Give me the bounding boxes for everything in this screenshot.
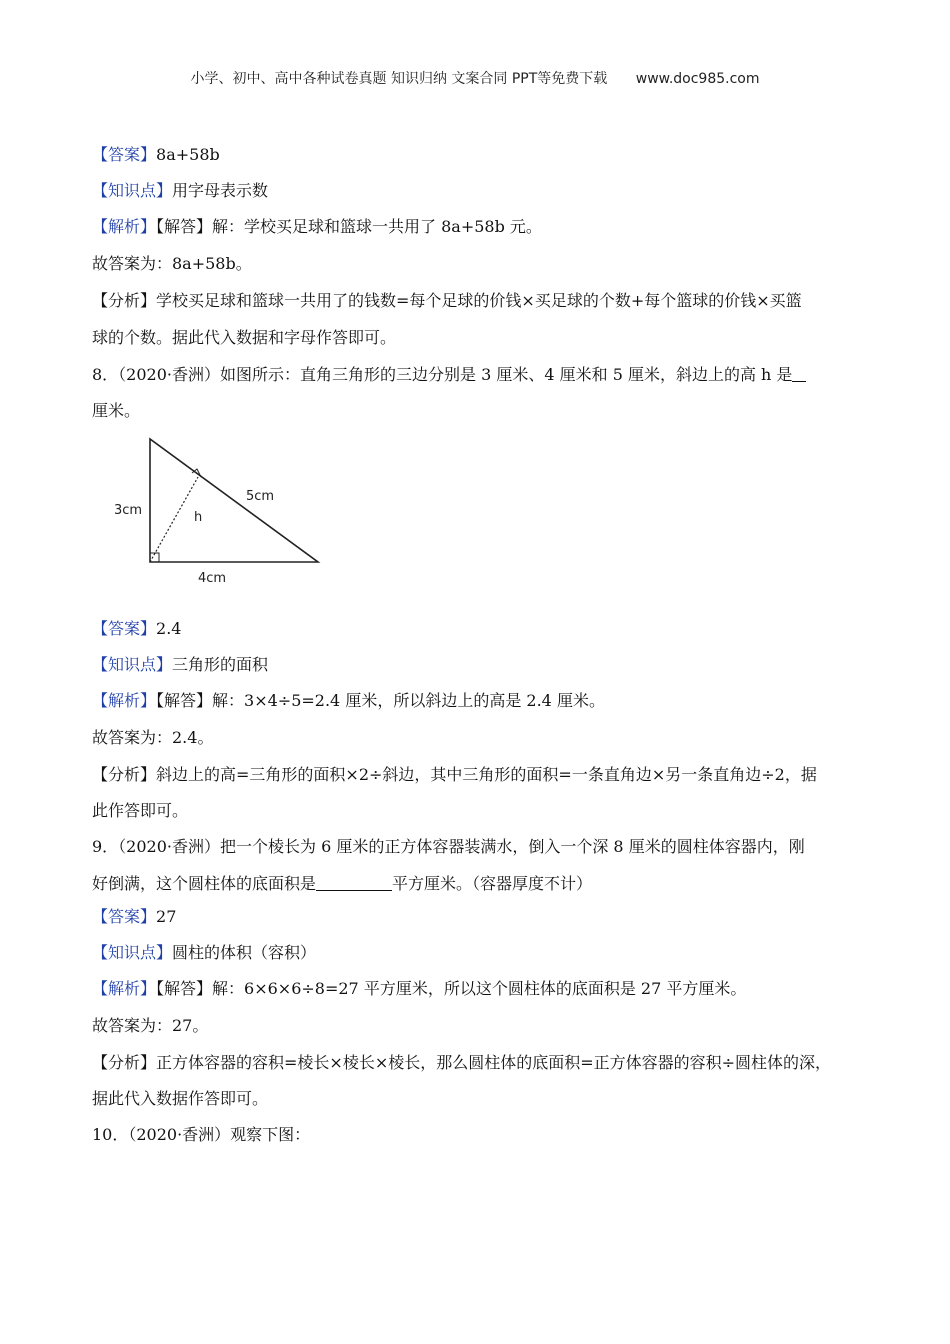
q8-answer-line xyxy=(92,618,181,640)
q9-stem-text-a: 好倒满，这个圆柱体的底面积是 xyxy=(92,874,317,893)
fenxi-tag: 【分析】 xyxy=(92,765,157,784)
fenxi-tag: 【分析】 xyxy=(92,1053,157,1072)
knowledge-tag: 【知识点】 xyxy=(92,943,173,962)
q9-fenxi-text1: 正方体容器的容积=棱长×棱长×棱长，那么圆柱体的底面积=正方体容器的容积÷圆柱体的深， xyxy=(156,1053,832,1072)
q8-answer-blank xyxy=(792,365,806,382)
right-triangle-figure xyxy=(110,432,330,582)
q7-answer-line xyxy=(92,144,220,166)
answer-tag: 【答案】 xyxy=(92,619,157,638)
answer-tag: 【答案】 xyxy=(92,907,157,926)
label-3cm: 3cm xyxy=(114,503,143,518)
q9-fenxi-line1 xyxy=(92,1052,831,1074)
q7-knowledge: 用字母表示数 xyxy=(172,181,269,200)
q7-fenxi-text1: 学校买足球和篮球一共用了的钱数=每个足球的价钱×买足球的个数+每个篮球的价钱×买篮 xyxy=(156,291,802,310)
q7-fenxi-line2: 球的个数。据此代入数据和字母作答即可。 xyxy=(92,328,397,347)
solve-tag: 【解答】 xyxy=(156,691,213,710)
q8-fenxi-line1 xyxy=(92,764,817,786)
q9-stem-text-b: 平方厘米。（容器厚度不计） xyxy=(392,874,593,893)
analysis-tag: 【解析】 xyxy=(92,691,157,710)
q8-final: 故答案为：2.4。 xyxy=(92,728,214,747)
q9-knowledge: 圆柱的体积（容积） xyxy=(172,943,317,962)
q8-knowledge: 三角形的面积 xyxy=(172,655,269,674)
q9-knowledge-line xyxy=(92,942,316,964)
analysis-tag: 【解析】 xyxy=(92,217,157,236)
q10-stem: 10．（2020·香洲）观察下图： xyxy=(92,1125,311,1144)
q9-answer: 27 xyxy=(156,907,177,926)
q8-stem-text: 8．（2020·香洲）如图所示：直角三角形的三边分别是 3 厘米、4 厘米和 5 厘米，斜边上的高 h 是 xyxy=(92,365,793,384)
q9-stem-line2 xyxy=(92,873,592,895)
q7-answer: 8a+58b xyxy=(156,145,220,164)
q9-stem-line1: 9．（2020·香洲）把一个棱长为 6 厘米的正方体容器装满水，倒入一个深 8 厘米的圆柱体容器内，刚 xyxy=(92,837,805,856)
q7-final: 故答案为：8a+58b。 xyxy=(92,254,252,273)
solve-tag: 【解答】 xyxy=(156,979,213,998)
knowledge-tag: 【知识点】 xyxy=(92,181,173,200)
q8-fenxi-text1: 斜边上的高=三角形的面积×2÷斜边，其中三角形的面积=一条直角边×另一条直角边÷2，据 xyxy=(156,765,817,784)
q9-final: 故答案为：27。 xyxy=(92,1016,209,1035)
q7-analysis-line xyxy=(92,216,542,238)
q9-solution: 解：6×6×6÷8=27 平方厘米，所以这个圆柱体的底面积是 27 平方厘米。 xyxy=(212,979,747,998)
q7-solution: 解：学校买足球和篮球一共用了 8a+58b 元。 xyxy=(212,217,542,236)
q8-answer: 2.4 xyxy=(156,619,182,638)
q8-solution: 解：3×4÷5=2.4 厘米，所以斜边上的高是 2.4 厘米。 xyxy=(212,691,605,710)
knowledge-tag: 【知识点】 xyxy=(92,655,173,674)
triangle-shape xyxy=(150,439,318,562)
q9-fenxi-line2: 据此代入数据作答即可。 xyxy=(92,1089,269,1108)
fenxi-tag: 【分析】 xyxy=(92,291,157,310)
q7-fenxi-line1 xyxy=(92,290,802,312)
label-5cm: 5cm xyxy=(246,489,275,504)
header-text: 小学、初中、高中各种试卷真题 知识归纳 文案合同 PPT等免费下载 xyxy=(190,71,608,87)
q8-knowledge-line xyxy=(92,654,268,676)
answer-tag: 【答案】 xyxy=(92,145,157,164)
q8-stem-line2: 厘米。 xyxy=(92,401,141,420)
analysis-tag: 【解析】 xyxy=(92,979,157,998)
label-4cm: 4cm xyxy=(198,571,227,582)
height-line xyxy=(150,477,198,562)
q9-answer-line xyxy=(92,906,176,928)
label-h: h xyxy=(194,510,203,525)
q8-analysis-line xyxy=(92,690,605,712)
header-site-link[interactable]: www.doc985.com xyxy=(635,71,760,87)
q9-answer-blank xyxy=(316,874,392,891)
q8-stem-line1 xyxy=(92,364,806,386)
q7-knowledge-line xyxy=(92,180,268,202)
page-header xyxy=(0,68,950,88)
q8-fenxi-line2: 此作答即可。 xyxy=(92,801,189,820)
q9-analysis-line xyxy=(92,978,746,1000)
solve-tag: 【解答】 xyxy=(156,217,213,236)
